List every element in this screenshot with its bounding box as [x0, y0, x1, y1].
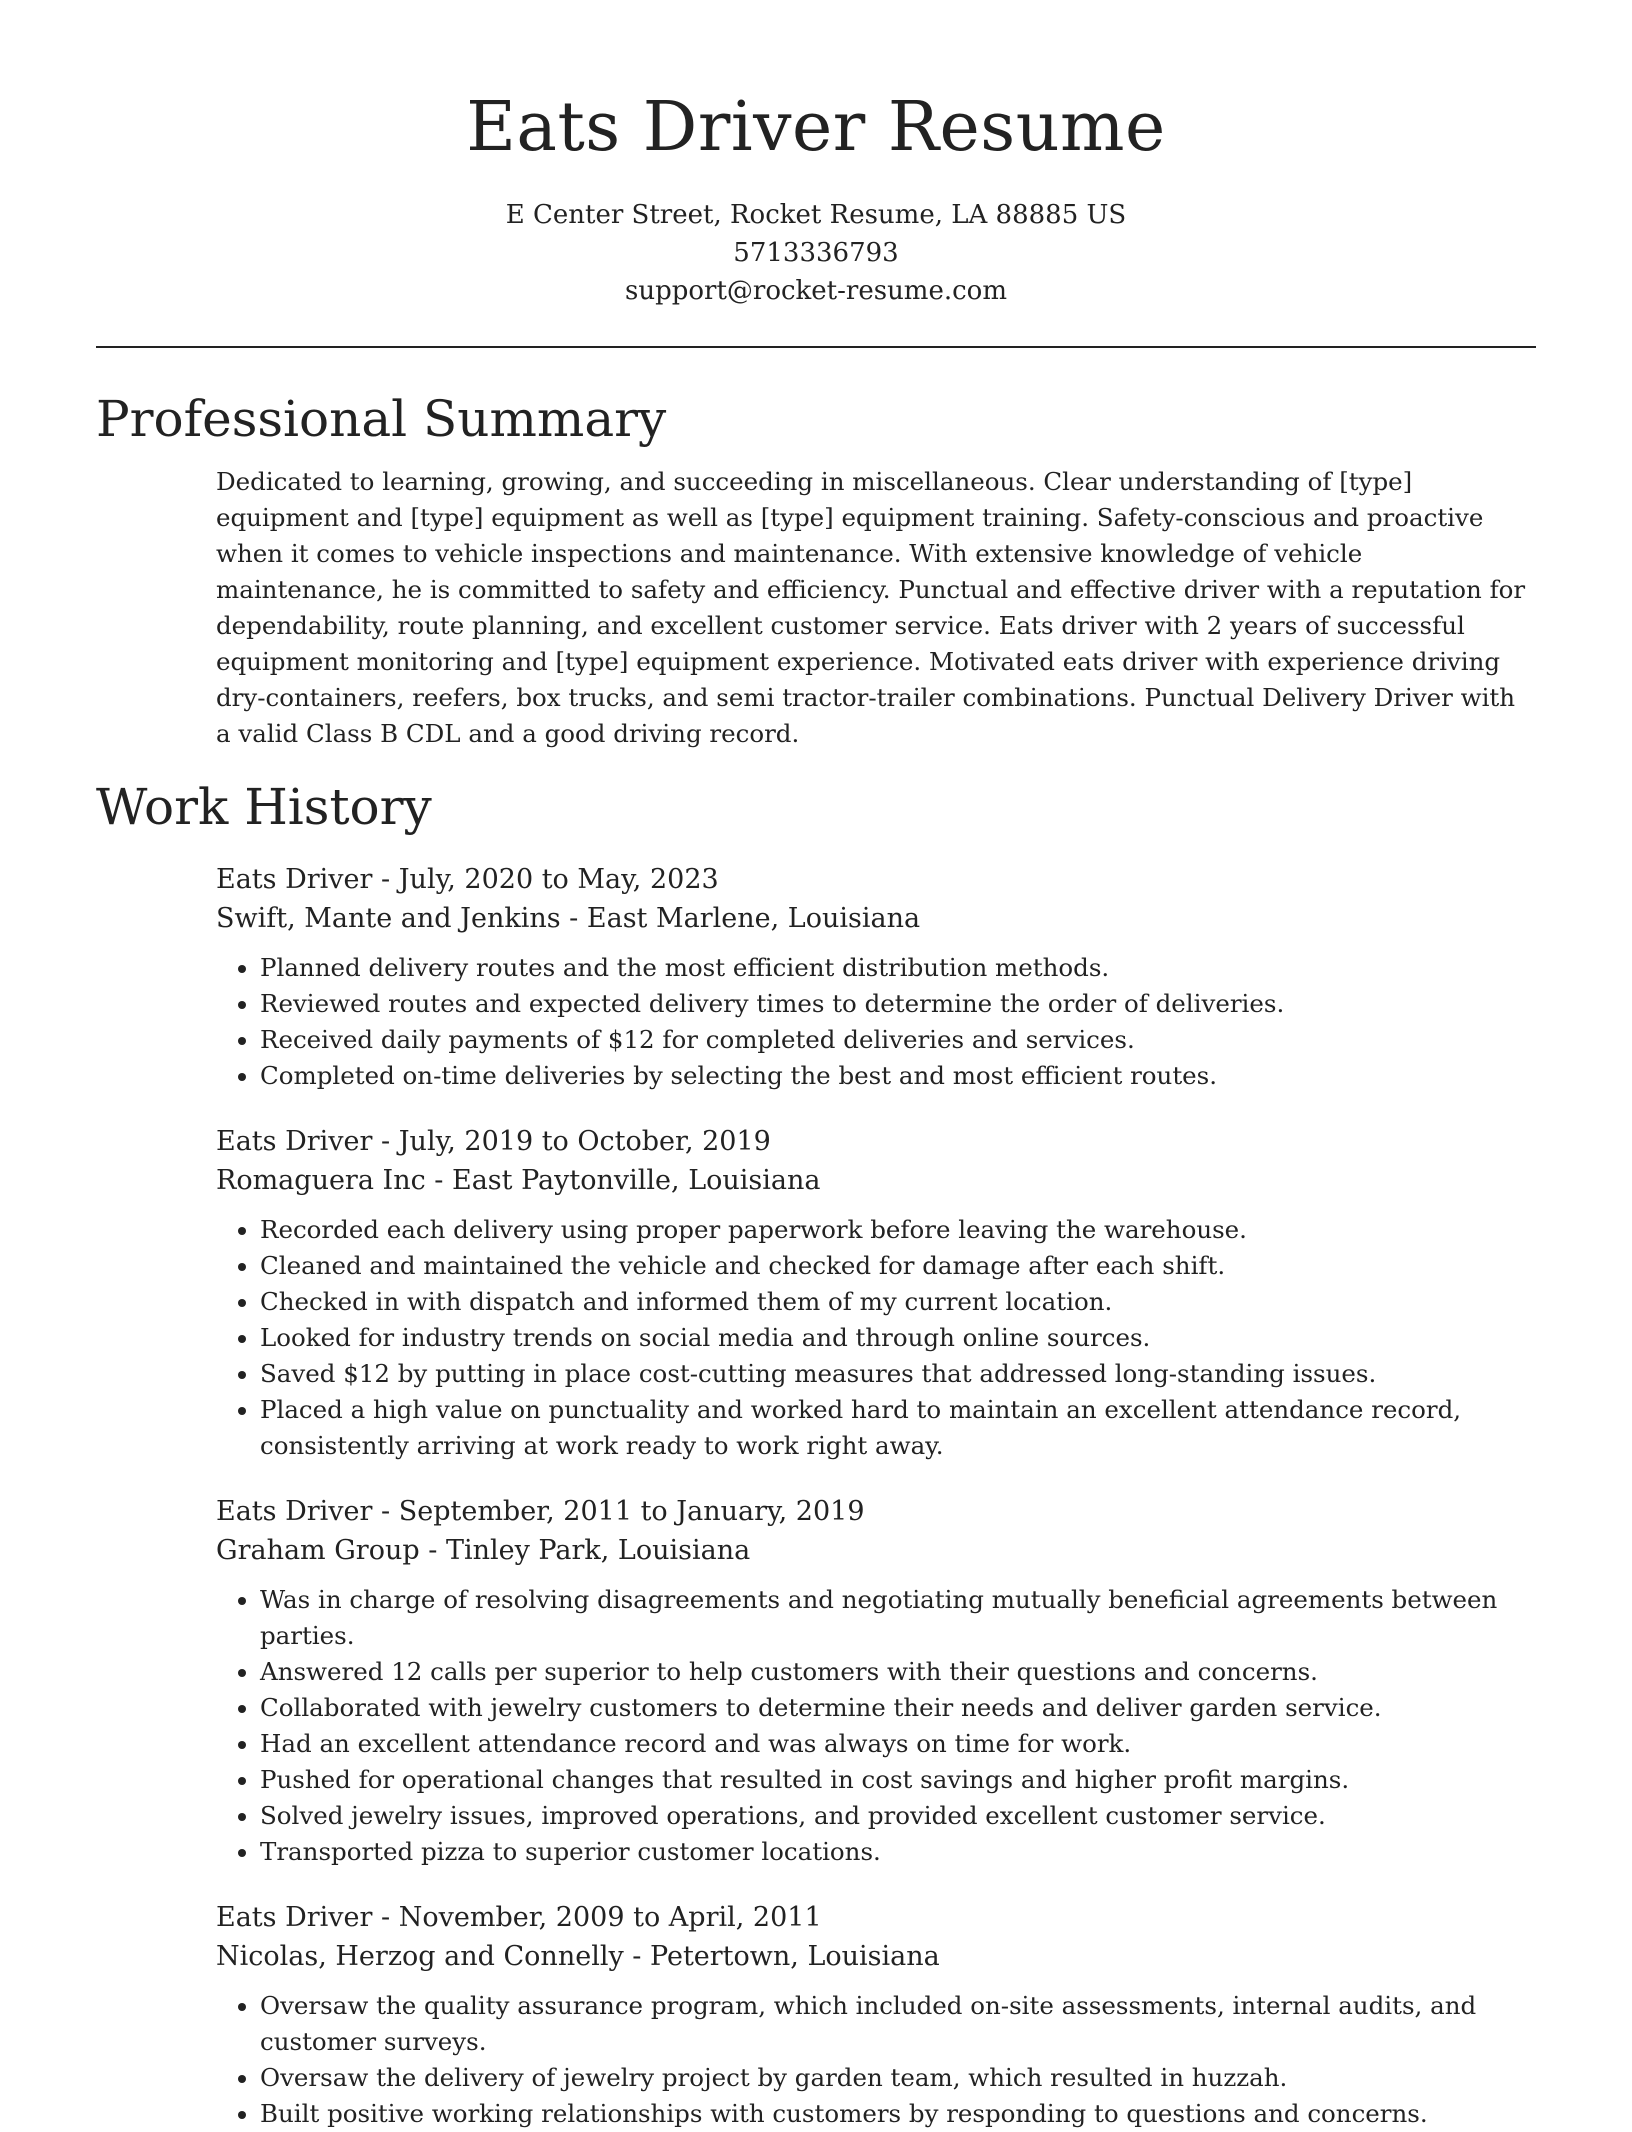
job-location: - Petertown, Louisiana — [623, 1941, 940, 1972]
contact-phone: 5713336793 — [733, 238, 899, 268]
job-company: Graham Group — [216, 1535, 420, 1566]
job-bullet: • Reviewed routes and expected delivery times to determine the order of deliveries. — [260, 986, 1536, 1022]
summary-heading: Professional Summary — [96, 390, 667, 448]
job-title-line — [216, 1492, 1536, 1532]
job-bullet: • Saved $12 by putting in place cost-cutting measures that addressed long-standing issues. — [260, 1356, 1536, 1392]
header-divider — [96, 346, 1536, 348]
job-bullet: • Answered 12 calls per superior to help customers with their questions and concerns. — [260, 1654, 1536, 1690]
job-company-line — [216, 1938, 1536, 1976]
job-bullets — [216, 1582, 1536, 1870]
job-bullet: • Received daily payments of $12 for completed deliveries and services. — [260, 1022, 1536, 1058]
job-role: Eats Driver — [216, 1496, 373, 1527]
job-title-line — [216, 860, 1536, 900]
job-bullet: • Was in charge of resolving disagreements and negotiating mutually beneficial agreements between parties. — [260, 1582, 1536, 1654]
resume-header — [96, 0, 1536, 310]
contact-info — [96, 196, 1536, 310]
job-company: Swift, Mante and Jenkins — [216, 903, 561, 934]
job-entry — [216, 1122, 1536, 1464]
job-bullet: • Cleaned and maintained the vehicle and checked for damage after each shift. — [260, 1248, 1536, 1284]
job-company-line — [216, 1162, 1536, 1200]
job-dates: - July, 2019 to October, 2019 — [372, 1126, 771, 1157]
job-bullet: • Placed a high value on punctuality and worked hard to maintain an excellent attendance record, consistently arriving at work ready to work right away. — [260, 1392, 1536, 1464]
job-role: Eats Driver — [216, 1126, 373, 1157]
contact-address: E Center Street, Rocket Resume, LA 88885 US — [505, 200, 1127, 230]
work-history-section — [216, 860, 1536, 2132]
job-company: Romaguera Inc — [216, 1165, 426, 1196]
job-bullets — [216, 950, 1536, 1094]
job-bullet: • Recorded each delivery using proper paperwork before leaving the warehouse. — [260, 1212, 1536, 1248]
job-bullet: • Pushed for operational changes that resulted in cost savings and higher profit margins. — [260, 1762, 1536, 1798]
job-title-line — [216, 1122, 1536, 1162]
resume-title: Eats Driver Resume — [466, 88, 1166, 167]
job-bullets — [216, 1988, 1536, 2132]
job-location: - Tinley Park, Louisiana — [419, 1535, 751, 1566]
summary-section — [216, 464, 1536, 752]
job-bullet: • Checked in with dispatch and informed them of my current location. — [260, 1284, 1536, 1320]
job-dates: - September, 2011 to January, 2019 — [372, 1496, 865, 1527]
job-location: - East Marlene, Louisiana — [560, 903, 921, 934]
job-bullet: • Built positive working relationships with customers by responding to questions and concerns. — [260, 2096, 1536, 2132]
job-bullet: • Planned delivery routes and the most efficient distribution methods. — [260, 950, 1536, 986]
job-bullets — [216, 1212, 1536, 1464]
job-company: Nicolas, Herzog and Connelly — [216, 1941, 624, 1972]
job-bullet: • Had an excellent attendance record and was always on time for work. — [260, 1726, 1536, 1762]
summary-text: Dedicated to learning, growing, and succeeding in miscellaneous. Clear understanding of [type] equipment and [type] equipment as well as [type] equipment training. Safety-conscious and proactive when it comes to vehicle inspections and maintenance. With extensive knowledge of vehicle maintenance, he is committed to safety and efficiency. Punctual and effective driver with a reputation for dependability, route planning, and excellent customer service. Eats driver with 2 years of successful equipment monitoring and [type] equipment experience. Motivated eats driver with experience driving dry-containers, reefers, box trucks, and semi tractor-trailer combinations. Punctual Delivery Driver with a valid Class B CDL and a good driving record. — [216, 467, 1526, 748]
job-entry — [216, 860, 1536, 1094]
resume-page — [96, 0, 1536, 2132]
job-bullet: • Solved jewelry issues, improved operations, and provided excellent customer service. — [260, 1798, 1536, 1834]
job-role: Eats Driver — [216, 1902, 373, 1933]
job-entry — [216, 1898, 1536, 2132]
job-dates: - July, 2020 to May, 2023 — [372, 864, 719, 895]
job-location: - East Paytonville, Louisiana — [425, 1165, 821, 1196]
job-role: Eats Driver — [216, 864, 373, 895]
job-bullet: • Transported pizza to superior customer locations. — [260, 1834, 1536, 1870]
job-bullet: • Oversaw the delivery of jewelry project by garden team, which resulted in huzzah. — [260, 2060, 1536, 2096]
job-entry — [216, 1492, 1536, 1870]
job-bullet: • Collaborated with jewelry customers to determine their needs and deliver garden service. — [260, 1690, 1536, 1726]
work-history-heading: Work History — [96, 778, 432, 836]
job-title-line — [216, 1898, 1536, 1938]
job-bullet: • Looked for industry trends on social media and through online sources. — [260, 1320, 1536, 1356]
job-bullet: • Completed on-time deliveries by selecting the best and most efficient routes. — [260, 1058, 1536, 1094]
job-bullet: • Oversaw the quality assurance program, which included on-site assessments, internal audits, and customer surveys. — [260, 1988, 1536, 2060]
job-company-line — [216, 1532, 1536, 1570]
contact-email: support@rocket-resume.com — [624, 276, 1007, 306]
job-company-line — [216, 900, 1536, 938]
job-dates: - November, 2009 to April, 2011 — [372, 1902, 822, 1933]
